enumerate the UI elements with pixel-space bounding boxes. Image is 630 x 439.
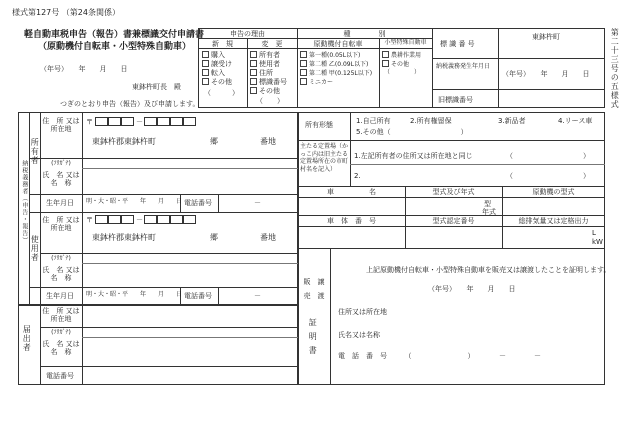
postal-dash: － <box>136 118 143 126</box>
type-special-other[interactable]: その他 <box>382 60 409 69</box>
reason-header: 申告の理由 <box>230 30 265 38</box>
old-plate-label: 旧標識番号 <box>438 96 473 104</box>
taxpayer-group-label: 納税義務者（申告・報告） <box>20 160 28 244</box>
reason-change-header: 変 更 <box>261 40 283 48</box>
owner-phone-dash: － <box>254 199 261 207</box>
user-postal-box-6[interactable] <box>170 215 183 224</box>
checkbox-icon <box>202 60 209 67</box>
side-form-label: 第二十三号の五様式 <box>610 28 620 109</box>
location-item1-paren: （ ） <box>506 152 590 160</box>
user-furigana-label: (ﾌﾘｶﾞﾅ) <box>51 255 71 262</box>
owner-postal-box-3[interactable] <box>121 117 134 126</box>
reason-change-address[interactable]: 住所 <box>250 69 273 77</box>
proof-label-bottom: 売 渡 <box>303 292 325 300</box>
proof-side-label: 証明書 <box>308 318 318 360</box>
type-special-other-paren: （ ） <box>384 69 421 76</box>
proof-name-label: 氏名又は名称 <box>338 331 380 339</box>
owner-furigana-label: (ﾌﾘｶﾞﾅ) <box>51 160 71 167</box>
unit-kw: kW <box>592 238 603 246</box>
location-item1[interactable]: 1.左記所有者の住所又は所在地と同じ <box>354 152 473 160</box>
model-nenshiki: 年式 <box>482 208 496 216</box>
plate-town: 東鉢杵町 <box>532 33 560 41</box>
type-moped-class1[interactable]: 第一種(0.05L以下) <box>300 51 360 60</box>
user-address-gou: 郷 <box>210 233 218 242</box>
checkbox-icon <box>250 69 257 76</box>
user-address-value[interactable]: 東鉢杵郡東鉢杵町 <box>92 233 156 242</box>
reason-change-other[interactable]: その他 <box>250 87 280 95</box>
statement: つぎのとおり申告（報告）及び申請します。 <box>60 100 200 108</box>
user-birth-value[interactable]: 明・大・昭・平 年 月 日 <box>86 291 183 298</box>
user-phone-dash: － <box>254 292 261 300</box>
user-name-label: 氏 名 又は 名 称 <box>42 266 80 283</box>
checkbox-icon <box>300 78 307 85</box>
type-header: 種 別 <box>343 30 386 38</box>
reason-change-other-paren: （ ） <box>256 97 284 105</box>
ownership-lease[interactable]: 4.リース車 <box>558 117 593 125</box>
checkbox-icon <box>250 51 257 58</box>
user-postal-box-1[interactable] <box>95 215 108 224</box>
owner-address-value[interactable]: 東鉢杵郡東鉢杵町 <box>92 137 156 146</box>
checkbox-icon <box>202 69 209 76</box>
type-moped-header: 原動機付自転車 <box>313 40 363 48</box>
proof-date[interactable]: （年号） 年 月 日 <box>428 285 516 293</box>
owner-postal-box-4[interactable] <box>144 117 157 126</box>
owner-birth-label: 生年月日 <box>46 199 74 207</box>
form-title: 軽自動車税申告（報告）書兼標識交付申請書 <box>24 30 205 40</box>
displacement-label: 総排気量又は定格出力 <box>518 217 589 225</box>
owner-postal-mark: 〒 <box>86 118 93 126</box>
type-moped-class2b[interactable]: 第二種 乙(0.09L以下) <box>300 60 368 69</box>
submission-date: （年号） 年 月 日 <box>40 65 128 73</box>
user-birth-label: 生年月日 <box>46 292 74 300</box>
tax-date-label: 納税義務発生年月日 <box>436 63 491 70</box>
owner-postal-box-1[interactable] <box>95 117 108 126</box>
model-year-label: 型式及び年式 <box>432 188 475 196</box>
location-label: 主たる定置場（かっこ内は旧主たる定置場所在の市町村名を記入） <box>300 143 349 173</box>
submitter-furigana-label: (ﾌﾘｶﾞﾅ) <box>51 329 71 336</box>
checkbox-icon <box>300 51 307 58</box>
owner-phone-label: 電話番号 <box>184 199 212 207</box>
owner-postal-box-7[interactable] <box>183 117 196 126</box>
reason-change-user[interactable]: 使用者 <box>250 60 280 68</box>
car-name-label: 車 名 <box>327 188 376 196</box>
approved-number-label: 型式認定番号 <box>432 217 475 225</box>
location-item2[interactable]: 2. <box>354 172 361 180</box>
location-item2-paren: （ ） <box>506 172 590 180</box>
checkbox-icon <box>202 78 209 85</box>
user-phone-label: 電話番号 <box>184 292 212 300</box>
reason-new-header: 新 規 <box>212 40 233 48</box>
model-kata: 型 <box>484 200 491 208</box>
checkbox-icon <box>382 51 389 58</box>
checkbox-icon <box>202 51 209 58</box>
reason-change-plate[interactable]: 標識番号 <box>250 78 287 86</box>
reason-new-other-paren: （ ） <box>204 89 239 97</box>
type-special-header: 小型特殊自動車 <box>384 39 427 46</box>
form-subtitle: （原動機付自転車・小型特殊自動車） <box>38 42 192 52</box>
owner-postal-box-6[interactable] <box>170 117 183 126</box>
proof-statement: 上記原動機付自転車・小型特殊自動車を販売又は譲渡したことを証明します。 <box>366 266 611 274</box>
type-special-farm[interactable]: 農耕作業用 <box>382 51 421 60</box>
type-moped-minicar[interactable]: ミニカー <box>300 78 333 87</box>
user-postal-box-2[interactable] <box>108 215 121 224</box>
type-moped-class2a[interactable]: 第二種 甲(0.125L以下) <box>300 69 372 78</box>
checkbox-icon <box>250 60 257 67</box>
owner-birth-value[interactable]: 明・大・昭・平 年 月 日 <box>86 198 183 205</box>
reason-new-purchase[interactable]: 購入 <box>202 51 225 59</box>
user-postal-box-5[interactable] <box>157 215 170 224</box>
ownership-retained[interactable]: 2.所有権留保 <box>410 117 452 125</box>
user-postal-box-3[interactable] <box>121 215 134 224</box>
reason-new-transfer[interactable]: 譲受け <box>202 60 232 68</box>
checkbox-icon <box>250 78 257 85</box>
submitter-name-label: 氏 名 又は 名 称 <box>42 340 80 357</box>
checkbox-icon <box>382 60 389 67</box>
tax-date-value[interactable]: （年号） 年 月 日 <box>502 70 590 78</box>
checkbox-icon <box>300 69 307 76</box>
owner-label: 所有者 <box>30 138 40 165</box>
ownership-self[interactable]: 1.自己所有 <box>356 117 391 125</box>
user-postal-box-7[interactable] <box>183 215 196 224</box>
plate-number-label: 標 識 番 号 <box>440 40 475 48</box>
ownership-label: 所有形態 <box>305 121 333 129</box>
mayor-address: 東鉢杵町長 殿 <box>132 83 181 91</box>
owner-address-banchi: 番地 <box>260 137 276 146</box>
owner-name-label: 氏 名 又は 名 称 <box>42 171 80 188</box>
owner-postal-box-2[interactable] <box>108 117 121 126</box>
reason-new-other[interactable]: その他 <box>202 78 232 86</box>
checkbox-icon <box>250 87 257 94</box>
user-postal-mark: 〒 <box>86 216 93 224</box>
unit-liter: L <box>592 229 596 237</box>
submitter-label: 届出者 <box>22 325 32 352</box>
proof-phone-label: 電 話 番 号 （ ） － － <box>338 352 541 360</box>
reason-new-move-in[interactable]: 転入 <box>202 69 225 77</box>
user-label: 使用者 <box>30 235 40 262</box>
form-number: 様式第127号 （第24条関係） <box>12 8 120 17</box>
owner-address-gou: 郷 <box>210 137 218 146</box>
user-address-banchi: 番地 <box>260 233 276 242</box>
owner-postal-box-5[interactable] <box>157 117 170 126</box>
postal-dash: － <box>136 216 143 224</box>
reason-change-owner[interactable]: 所有者 <box>250 51 280 59</box>
ownership-other[interactable]: 5.その他（ ） <box>356 128 468 136</box>
user-address-label: 住 所 又は 所在地 <box>42 216 80 233</box>
proof-label-top: 販 譲 <box>303 278 325 286</box>
proof-address-label: 住所又は所在地 <box>338 308 387 316</box>
checkbox-icon <box>300 60 307 67</box>
user-postal-box-4[interactable] <box>144 215 157 224</box>
owner-address-label: 住 所 又は 所在地 <box>42 117 80 134</box>
submitter-address-label: 住 所 又は 所在地 <box>42 307 80 324</box>
submitter-phone-label: 電話番号 <box>46 372 74 380</box>
chassis-number-label: 車 体 番 号 <box>327 217 376 225</box>
engine-model-label: 原動機の型式 <box>532 188 575 196</box>
ownership-new[interactable]: 3.新品者 <box>498 117 526 125</box>
